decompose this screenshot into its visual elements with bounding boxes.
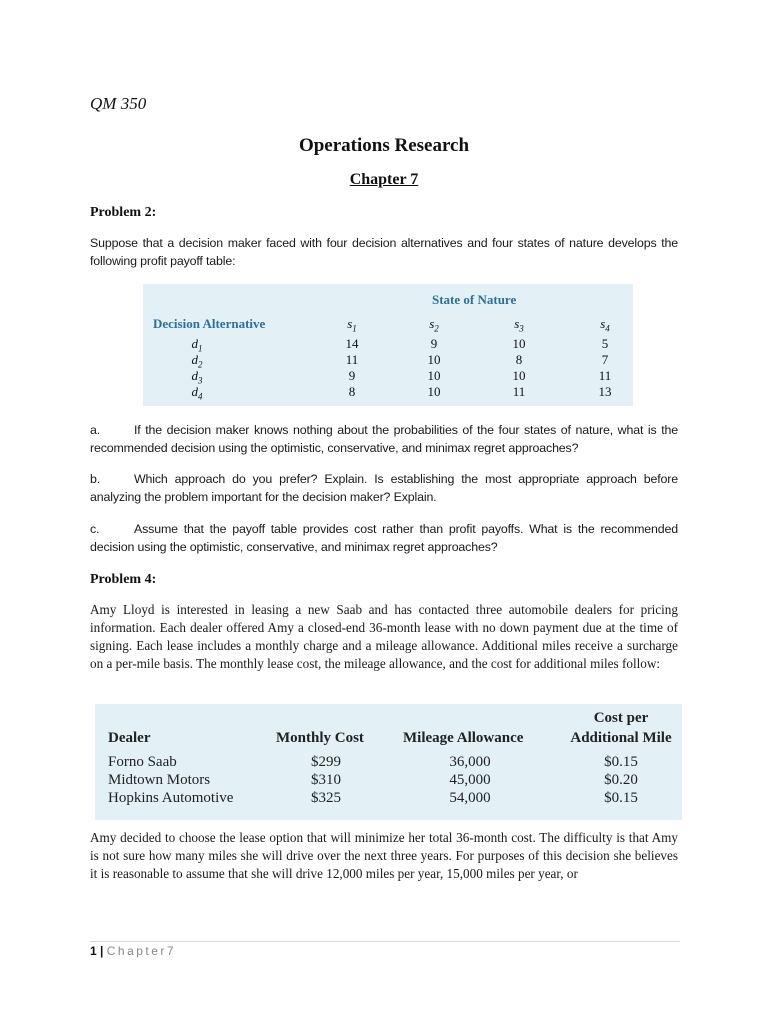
state-of-nature-header: State of Nature	[432, 292, 517, 307]
chapter-heading: Chapter 7	[349, 171, 419, 188]
mileage-allowance: 54,000	[449, 790, 491, 806]
decision-alternative-header: Decision Alternative	[153, 316, 266, 331]
payoff-cell: 10	[427, 384, 441, 399]
alt-d4: $d_4$	[191, 384, 203, 402]
alt-d2: $d_2$	[191, 352, 203, 370]
course-code: QM 350	[90, 94, 147, 113]
payoff-cell: 14	[345, 336, 359, 351]
monthly-cost: $325	[311, 790, 341, 806]
payoff-cell: 9	[430, 336, 438, 351]
problem-2-intro: Suppose that a decision maker faced with four decision alternatives and four states of nature develops the following profit payoff table:	[90, 236, 678, 268]
state-s3: $s_3$	[514, 316, 524, 334]
payoff-cell: 7	[601, 352, 609, 367]
footer-chapter-label: Chapter7	[106, 944, 177, 958]
additional-mile-cost: $0.15	[604, 754, 638, 770]
additional-mile-cost: $0.20	[604, 772, 638, 788]
monthly-cost: $310	[311, 772, 341, 788]
payoff-cell: 11	[512, 384, 526, 399]
dealer-name: Midtown Motors	[108, 772, 211, 788]
dealer-header: Dealer	[108, 730, 151, 746]
alt-d3: $d_3$	[191, 368, 203, 386]
monthly-cost: $299	[311, 754, 341, 770]
mileage-allowance-header: Mileage Allowance	[403, 730, 524, 746]
payoff-cell: 10	[512, 368, 526, 383]
document-title: Operations Research	[298, 135, 470, 156]
payoff-cell: 11	[345, 352, 359, 367]
problem-2-part-b: b. Which approach do you prefer? Explain. Is establishing the most appropriate approach before analyzing the problem important for the decision maker? Explain.	[90, 472, 678, 504]
payoff-cell: 8	[348, 384, 356, 399]
payoff-cell: 9	[348, 368, 356, 383]
payoff-cell: 8	[515, 352, 523, 367]
payoff-cell: 13	[598, 384, 612, 399]
state-s1: $s_1$	[347, 316, 357, 334]
payoff-cell: 10	[512, 336, 526, 351]
page-footer	[90, 944, 176, 958]
additional-mile-cost: $0.15	[604, 790, 638, 806]
alt-d1: $d_1$	[191, 336, 203, 354]
additional-mile-header: Additional Mile	[570, 730, 672, 746]
payoff-cell: 11	[598, 368, 612, 383]
dealer-name: Hopkins Automotive	[108, 790, 234, 806]
problem-4-intro: Amy Lloyd is interested in leasing a new Saab and has contacted three automobile dealers for pricing information. Each dealer offered Amy a closed-end 36-month lease with no down payment due at the time of signing. Each lease includes a monthly charge and a mileage allowance. Additional miles receive a surcharge on a per-mile basis. The monthly lease cost, the mileage allowance, and the cost for additional miles follow:	[90, 602, 678, 671]
monthly-cost-header: Monthly Cost	[276, 730, 364, 746]
problem-2-part-a: a. If the decision maker knows nothing about the probabilities of the four states of nature, what is the recommended decision using the optimistic, conservative, and minimax regret approaches?	[90, 423, 678, 455]
mileage-allowance: 36,000	[449, 754, 491, 770]
payoff-cell: 10	[427, 352, 441, 367]
lease-table	[95, 704, 682, 820]
payoff-table	[143, 284, 633, 406]
mileage-allowance: 45,000	[449, 772, 491, 788]
payoff-cell: 10	[427, 368, 441, 383]
page-number: 1	[90, 944, 97, 958]
cost-per-header: Cost per	[593, 710, 649, 726]
footer-divider	[90, 941, 680, 942]
problem-2-heading: Problem 2:	[90, 205, 157, 220]
problem-4-heading: Problem 4:	[90, 572, 157, 587]
problem-4-followup: Amy decided to choose the lease option that will minimize her total 36-month cost. The difficulty is that Amy is not sure how many miles she will drive over the next three years. For purposes of this decision she believes it is reasonable to assume that she will drive 12,000 miles per year, 15,000 miles per year, or	[90, 830, 678, 881]
state-s2: $s_2$	[429, 316, 439, 334]
problem-2-part-c: c. Assume that the payoff table provides cost rather than profit payoffs. What is the recommended decision using the optimistic, conservative, and minimax regret approaches?	[90, 522, 678, 554]
payoff-cell: 5	[601, 336, 609, 351]
state-s4: $s_4$	[600, 316, 610, 334]
dealer-name: Forno Saab	[108, 754, 177, 770]
footer-separator: |	[100, 944, 104, 958]
